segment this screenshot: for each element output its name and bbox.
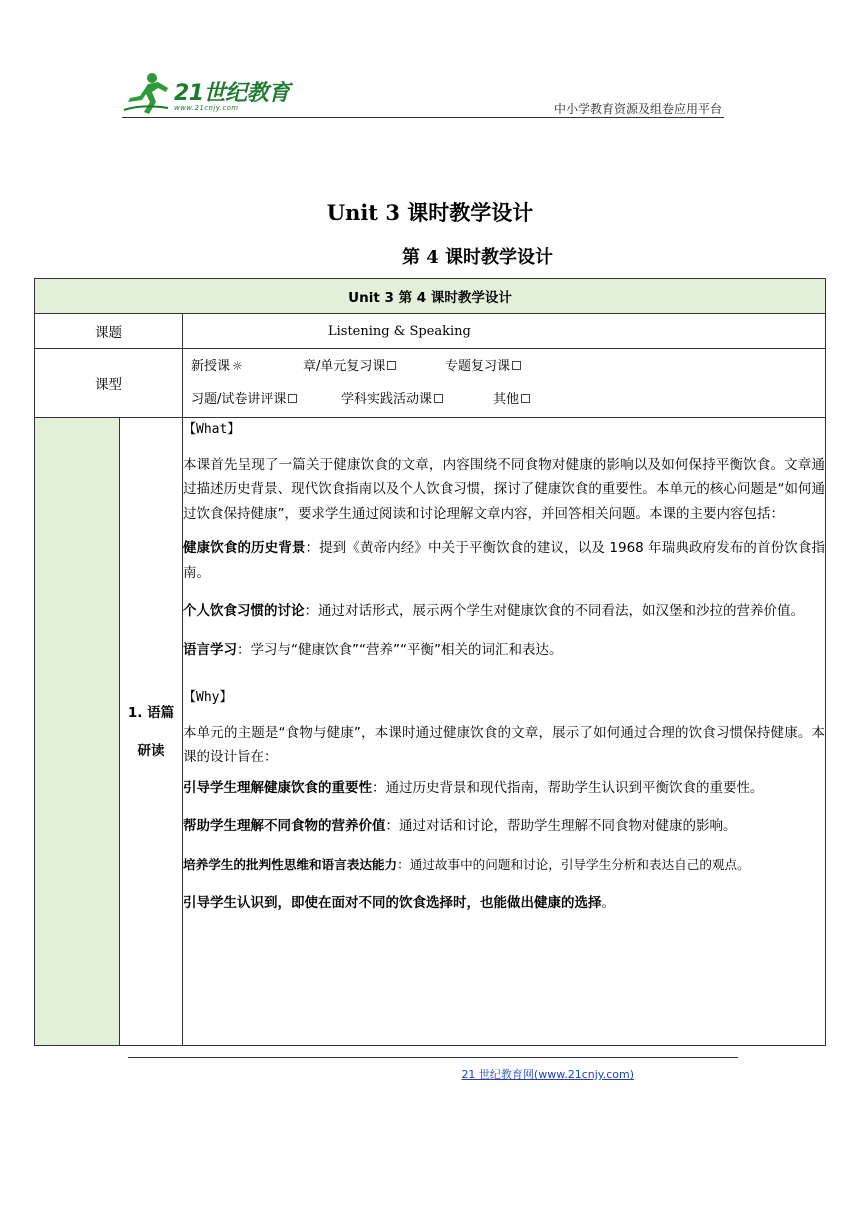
lesson-table: [34, 278, 826, 1046]
footer-divider: [128, 1057, 738, 1058]
what-item-title: 个人饮食习惯的讨论: [183, 603, 305, 619]
checkbox-icon: [434, 394, 443, 403]
why-item: [183, 891, 825, 916]
what-item-text: ：提到《黄帝内经》中关于平衡饮食的建议，以及 1968 年瑞典政府发布的首份饮食指南。: [183, 540, 825, 581]
why-item-text: ：通过故事中的问题和讨论，引导学生分析和表达自己的观点。: [397, 856, 750, 872]
why-item-title: 帮助学生理解不同食物的营养价值: [183, 818, 386, 834]
page-subtitle: 第 4 课时教学设计: [402, 247, 554, 268]
type-option-topic-review: 专题复习课: [445, 359, 511, 374]
type-row-1: [183, 349, 825, 383]
why-intro: 本单元的主题是“食物与健康”，本课时通过健康饮食的文章，展示了如何通过合理的饮食习惯保持健康。本课的设计旨在：: [183, 724, 825, 765]
section-label: [120, 418, 183, 1046]
footer-link[interactable]: 21 世纪教育网(www.21cnjy.com): [461, 1068, 634, 1081]
checkbox-icon: [387, 361, 396, 370]
table-header: Unit 3 第 4 课时教学设计: [35, 279, 826, 314]
topic-value-cell: [183, 314, 826, 349]
why-item: [183, 853, 825, 878]
type-option-unit-review: 章/单元复习课: [303, 359, 386, 374]
what-item: [183, 599, 825, 624]
type-row-2: [183, 383, 825, 417]
logo-url: www.21cnjy.com: [174, 104, 239, 112]
what-item: [183, 536, 825, 585]
topic-label: 课题: [35, 314, 183, 349]
type-option-other: 其他: [493, 392, 520, 407]
logo-text: 21世纪教育: [174, 81, 290, 106]
why-item-text: ：通过对话和讨论，帮助学生理解不同食物对健康的影响。: [385, 818, 737, 834]
page-title: Unit 3 课时教学设计: [326, 200, 534, 225]
type-label: 课型: [35, 349, 183, 418]
what-tag: 【What】: [183, 422, 241, 437]
what-intro: 本课首先呈现了一篇关于健康饮食的文章，内容围绕不同食物对健康的影响以及如何保持平衡饮食。文章通过描述历史背景、现代饮食指南以及个人饮食习惯，探讨了健康饮食的重要性。本单元的核心问题是“如何通过饮食保持健康”，要求学生通过阅读和讨论理解文章内容，并回答相关问题。本课的主要内容包括：: [183, 456, 825, 522]
what-item-title: 健康饮食的历史背景: [183, 540, 306, 556]
selected-sun-icon: ☼: [232, 359, 243, 373]
why-item: [183, 814, 825, 839]
what-item-title: 语言学习: [183, 641, 237, 658]
side-margin-cell: [35, 418, 120, 1046]
what-item-text: ：通过对话形式，展示两个学生对健康饮食的不同看法，如汉堡和沙拉的营养价值。: [304, 603, 804, 619]
checkbox-icon: [288, 394, 297, 403]
header-divider: [122, 117, 724, 118]
type-option-exercise-review: 习题/试卷讲评课: [191, 392, 287, 407]
why-item-text: ：通过历史背景和现代指南，帮助学生认识到平衡饮食的重要性。: [372, 779, 764, 796]
section-label-line2: 研读: [137, 742, 165, 759]
why-item-title: 引导学生理解健康饮食的重要性: [183, 779, 372, 796]
why-item-title: 培养学生的批判性思维和语言表达能力: [183, 856, 398, 872]
type-option-new: 新授课: [191, 359, 231, 374]
type-option-practice: 学科实践活动课: [341, 392, 433, 407]
section-label-line1: 1. 语篇: [127, 704, 175, 721]
type-options: [183, 349, 826, 418]
runner-logo-icon: [122, 70, 174, 118]
what-item: [183, 638, 825, 663]
analysis-content: [183, 418, 826, 1046]
why-item: [183, 776, 825, 801]
what-item-text: ：学习与“健康饮食”“营养”“平衡”相关的词汇和表达。: [237, 641, 563, 658]
why-tag: 【Why】: [183, 690, 233, 705]
platform-name: 中小学教育资源及组卷应用平台: [553, 102, 722, 116]
topic-value: Listening & Speaking: [328, 323, 471, 339]
checkbox-icon: [512, 361, 521, 370]
logo: [122, 70, 292, 118]
why-item-text: 。: [601, 895, 615, 911]
checkbox-icon: [521, 394, 530, 403]
why-item-title: 引导学生认识到，即使在面对不同的饮食选择时，也能做出健康的选择: [183, 895, 602, 911]
